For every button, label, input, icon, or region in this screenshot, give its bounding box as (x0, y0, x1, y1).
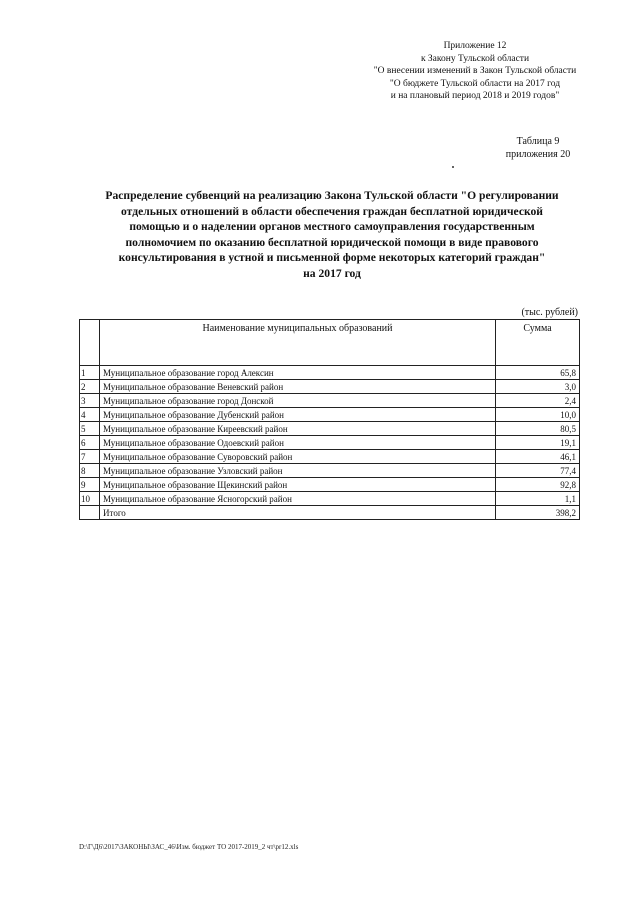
appendix-line: и на плановый период 2018 и 2019 годов" (390, 91, 560, 101)
row-name: Муниципальное образование Ясногорский район (100, 492, 496, 506)
row-name: Муниципальное образование Одоевский район (100, 436, 496, 450)
row-sum: 92,8 (496, 478, 580, 492)
row-sum: 2,4 (496, 394, 580, 408)
row-num: 3 (80, 394, 100, 408)
row-name: Муниципальное образование Узловский район (100, 464, 496, 478)
table-row (80, 464, 580, 478)
row-name: Муниципальное образование Веневский район (100, 380, 496, 394)
row-sum: 80,5 (496, 422, 580, 436)
title-line: консультирования в устной и письменной форме некоторых категорий граждан" (118, 251, 546, 265)
title-line: Распределение субвенций на реализацию Закона Тульской области "О регулировании (105, 189, 559, 202)
total-sum: 398,2 (496, 506, 580, 520)
title-line: на 2017 год (303, 266, 361, 280)
row-name: Муниципальное образование Щекинский район (100, 478, 496, 492)
table-row (80, 492, 580, 506)
title-line: отдельных отношений в области обеспечения граждан бесплатной юридической (121, 204, 543, 218)
header-name: Наименование муниципальных образований (100, 320, 496, 366)
table-row (80, 408, 580, 422)
row-num: 5 (80, 422, 100, 436)
appendix-line: "О внесении изменений в Закон Тульской области (373, 66, 577, 76)
appendix-number: приложения 20 (505, 148, 571, 160)
row-name: Муниципальное образование город Донской (100, 394, 496, 408)
units-label: (тыс. рублей) (521, 307, 578, 318)
title-line: полномочием по оказанию бесплатной юридической помощи в виде правового (125, 235, 539, 249)
row-sum: 77,4 (496, 464, 580, 478)
row-num: 7 (80, 450, 100, 464)
row-sum: 65,8 (496, 366, 580, 380)
row-sum: 10,0 (496, 408, 580, 422)
table-total-row (80, 506, 580, 520)
row-name: Муниципальное образование Суворовский район (100, 450, 496, 464)
row-sum: 46,1 (496, 450, 580, 464)
document-title (72, 188, 592, 282)
table-row (80, 366, 580, 380)
header-num (80, 320, 100, 366)
table-number: Таблица 9 (516, 136, 560, 147)
appendix-line: "О бюджете Тульской области на 2017 год (389, 78, 561, 89)
title-line: помощью и о наделении органов местного самоуправления государственным (129, 220, 535, 234)
row-name: Муниципальное образование Дубенский район (100, 408, 496, 422)
table-row (80, 380, 580, 394)
appendix-line: к Закону Тульской области (420, 53, 530, 64)
row-num: 2 (80, 380, 100, 394)
appendix-line: Приложение 12 (443, 41, 507, 51)
row-sum: 3,0 (496, 380, 580, 394)
row-sum: 19,1 (496, 436, 580, 450)
row-name: Муниципальное образование город Алексин (100, 366, 496, 380)
row-num: 1 (80, 366, 100, 380)
row-name: Муниципальное образование Киреевский район (100, 422, 496, 436)
table-row (80, 394, 580, 408)
subventions-table (79, 319, 580, 520)
total-label: Итого (100, 506, 496, 520)
table-row (80, 478, 580, 492)
total-num (80, 506, 100, 520)
table-reference (488, 136, 588, 161)
row-num: 6 (80, 436, 100, 450)
table-row (80, 422, 580, 436)
table-row (80, 450, 580, 464)
appendix-header (360, 40, 590, 103)
header-sum: Сумма (496, 320, 580, 366)
table-row (80, 436, 580, 450)
row-num: 9 (80, 478, 100, 492)
scan-dot (452, 166, 454, 168)
file-path-footer: D:\Г\Д6\2017\ЗАКОНЫ\ЗАС_46\Изм. бюджет ТО 2017-2019_2 чт\pr12.xls (79, 843, 299, 851)
table-header-row (80, 320, 580, 366)
row-num: 10 (80, 492, 100, 506)
row-sum: 1,1 (496, 492, 580, 506)
row-num: 4 (80, 408, 100, 422)
row-num: 8 (80, 464, 100, 478)
